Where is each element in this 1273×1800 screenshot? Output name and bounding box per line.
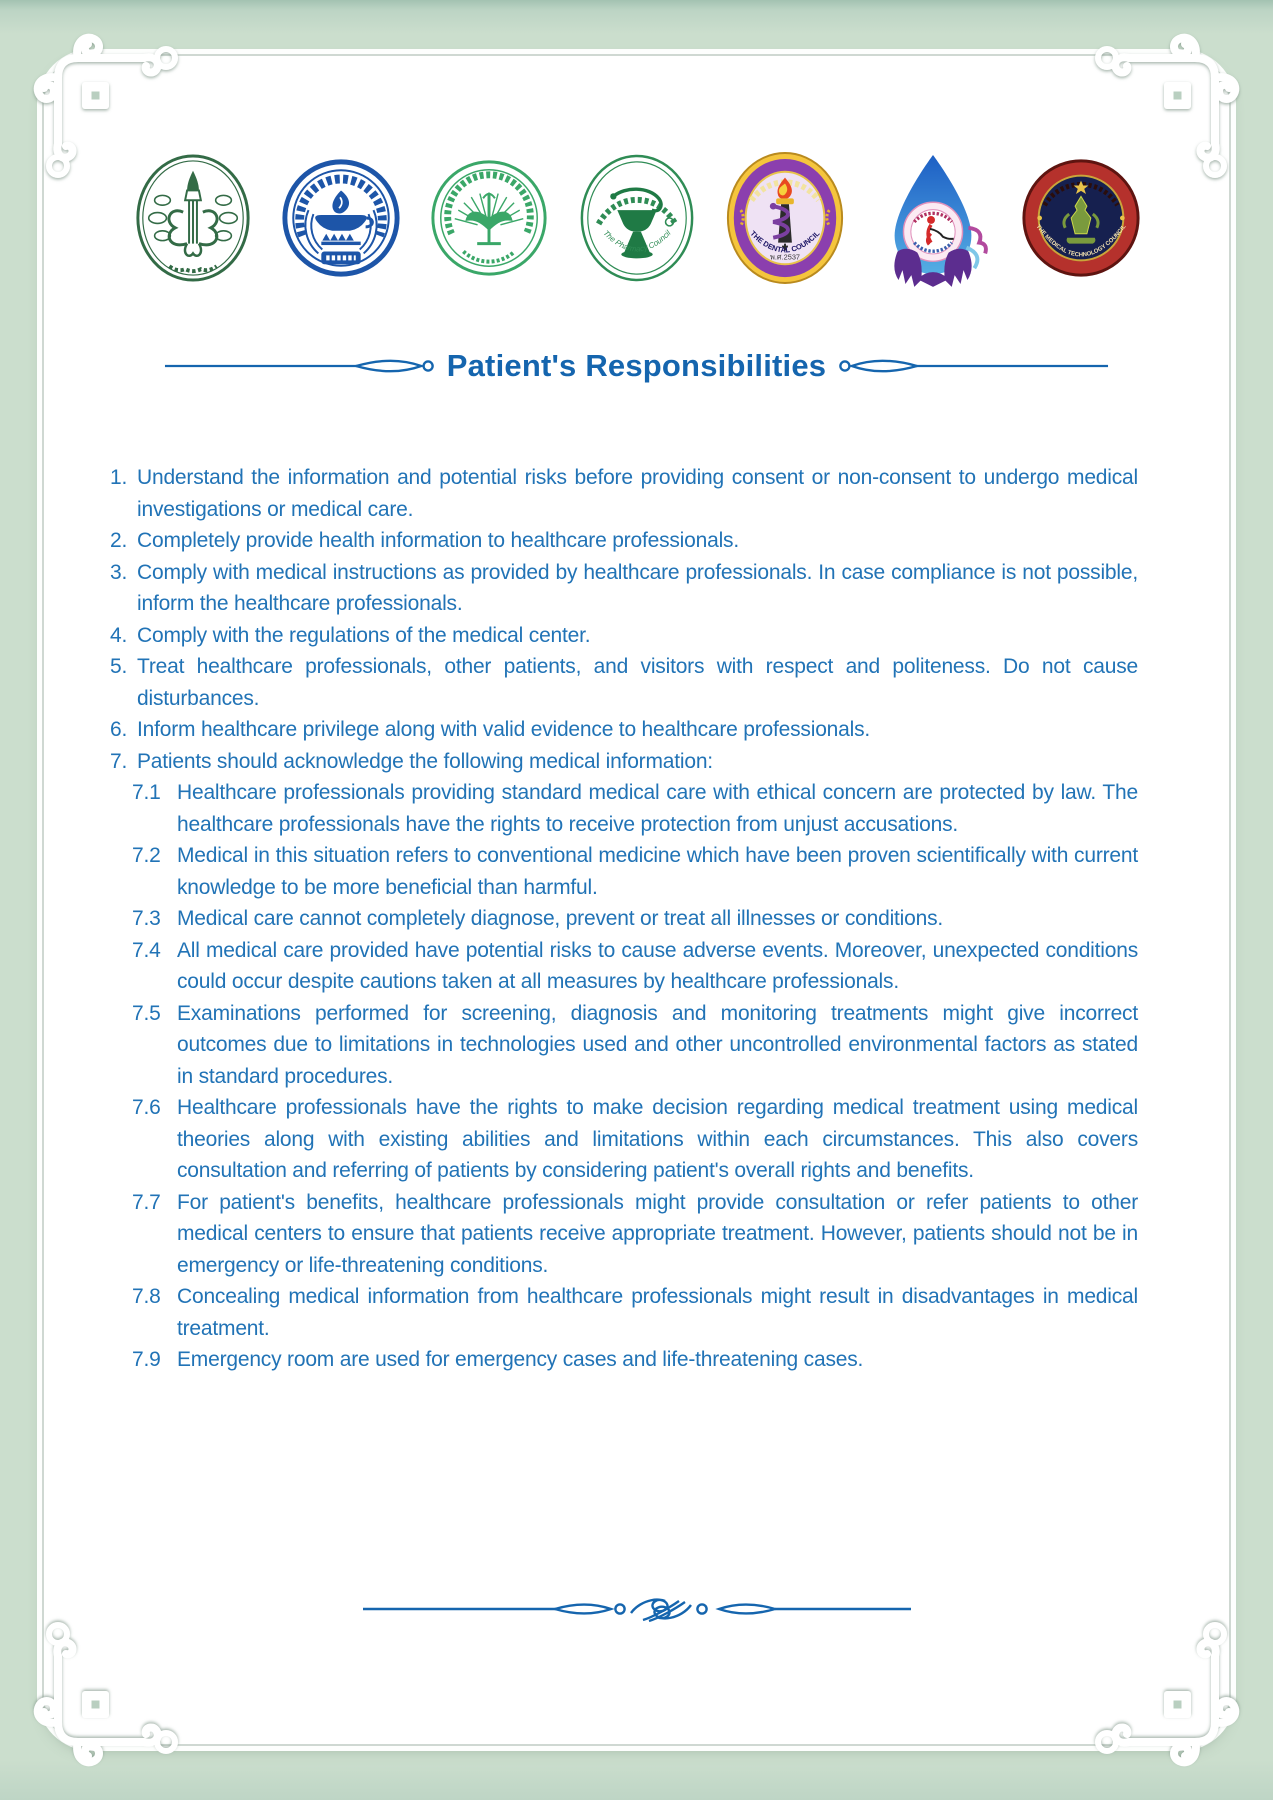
sub-list — [132, 777, 1138, 1376]
sub-list-item — [132, 1344, 1138, 1376]
page-title: Patient's Responsibilities — [446, 348, 827, 383]
item-number: 4. — [110, 623, 128, 647]
item-text: Medical in this situation refers to conventional medicine which have been proven scientifically with current knowledge to be more beneficial than harmful. — [177, 844, 1138, 899]
item-text: Comply with medical instructions as provided by healthcare professionals. In case compliance is not possible, inform the healthcare professionals. — [137, 560, 1138, 615]
ministry-of-public-health-seal-icon — [426, 148, 552, 288]
physical-therapy-council-seal-icon — [870, 148, 996, 288]
item-number: 7.4 — [132, 938, 161, 962]
list-item — [110, 525, 1138, 557]
item-text: Healthcare professionals have the rights to make decision regarding medical treatment using medical theories along with existing abilities and limitations within each circumstances. This also covers consultation and referring of patients by considering patient's overall rights and benefits. — [177, 1096, 1138, 1182]
sub-list-item — [132, 1187, 1138, 1282]
title-flourish-right-icon — [838, 352, 1110, 380]
pharmacy-council-seal-icon — [574, 148, 700, 288]
item-text: Concealing medical information from healthcare professionals might result in disadvantages in medical treatment. — [177, 1285, 1138, 1340]
item-number: 7. — [110, 749, 128, 773]
item-text: For patient's benefits, healthcare professionals might provide consultation or refer patients to other medical centers to ensure that patients receive appropriate treatment. However, patients should not be in emergency or life-threatening conditions. — [177, 1190, 1138, 1277]
responsibilities-list — [110, 462, 1138, 1376]
list-item — [110, 620, 1138, 652]
sub-list-item — [132, 935, 1138, 998]
corner-ornament-top-right — [1087, 16, 1257, 186]
item-text: Inform healthcare privilege along with valid evidence to healthcare professionals. — [137, 718, 871, 741]
council-seals-row — [0, 148, 1273, 288]
pharmacy-council-label: The Pharmacy Council — [600, 228, 673, 254]
sub-list-item — [132, 1281, 1138, 1344]
item-number: 7.8 — [132, 1285, 161, 1308]
item-number: 6. — [110, 718, 128, 741]
item-number: 7.2 — [132, 844, 161, 867]
sub-list-item — [132, 1092, 1138, 1187]
title-flourish-left-icon — [163, 352, 435, 380]
corner-ornament-bottom-left — [16, 1614, 186, 1784]
item-text: Comply with the regulations of the medical center. — [137, 623, 591, 647]
title-row — [0, 348, 1273, 384]
item-text: Completely provide health information to healthcare professionals. — [137, 529, 739, 552]
list-item — [110, 557, 1138, 620]
item-number: 2. — [110, 529, 128, 552]
item-number: 3. — [110, 560, 128, 584]
item-text: Understand the information and potential risks before providing consent or non-consent to undergo medical investigations or medical care. — [137, 466, 1138, 521]
item-number: 7.5 — [132, 1001, 161, 1025]
item-number: 7.1 — [132, 781, 161, 804]
item-number: 5. — [110, 655, 128, 678]
dental-council-year: พ.ศ.2537 — [769, 252, 800, 262]
item-text: Healthcare professionals providing standard medical care with ethical concern are protected by law. The healthcare professionals have the rights to receive protection from unjust accusations. — [177, 781, 1138, 836]
item-number: 7.9 — [132, 1348, 161, 1371]
item-number: 1. — [110, 466, 128, 489]
sub-list-item — [132, 840, 1138, 903]
footer-divider-icon — [357, 1588, 917, 1630]
list-item — [110, 714, 1138, 746]
item-number: 7.7 — [132, 1190, 161, 1214]
nursing-council-seal-icon — [278, 148, 404, 288]
sub-list-item — [132, 777, 1138, 840]
item-text: Examinations performed for screening, diagnosis and monitoring treatments might give incorrect outcomes due to limitations in technologies used and other uncontrolled environmental factors as stated in standard procedures. — [177, 1001, 1138, 1088]
item-text: Treat healthcare professionals, other patients, and visitors with respect and politeness. Do not cause disturbances. — [137, 655, 1138, 710]
list-item — [110, 651, 1138, 714]
item-text: Patients should acknowledge the following medical information: — [137, 749, 713, 773]
item-number: 7.6 — [132, 1096, 161, 1119]
corner-ornament-top-left — [16, 16, 186, 186]
sub-list-item — [132, 903, 1138, 935]
list-item — [110, 462, 1138, 525]
corner-ornament-bottom-right — [1087, 1614, 1257, 1784]
sub-list-item — [132, 998, 1138, 1093]
item-text: Medical care cannot completely diagnose, prevent or treat all illnesses or conditions. — [177, 907, 944, 930]
item-number: 7.3 — [132, 907, 161, 930]
dental-council-seal-icon — [722, 148, 848, 288]
footer-divider-row — [0, 1588, 1273, 1630]
dental-council-label: THE DENTAL COUNCIL — [747, 228, 822, 255]
medical-technology-council-label: THE MEDICAL TECHNOLOGY COUNCIL — [1034, 223, 1127, 259]
item-text: All medical care provided have potential risks to cause adverse events. Moreover, unexpected conditions could occur despite cautions taken at all measures by healthcare professionals. — [177, 938, 1138, 993]
list-item — [110, 746, 1138, 778]
item-text: Emergency room are used for emergency cases and life-threatening cases. — [177, 1348, 864, 1371]
